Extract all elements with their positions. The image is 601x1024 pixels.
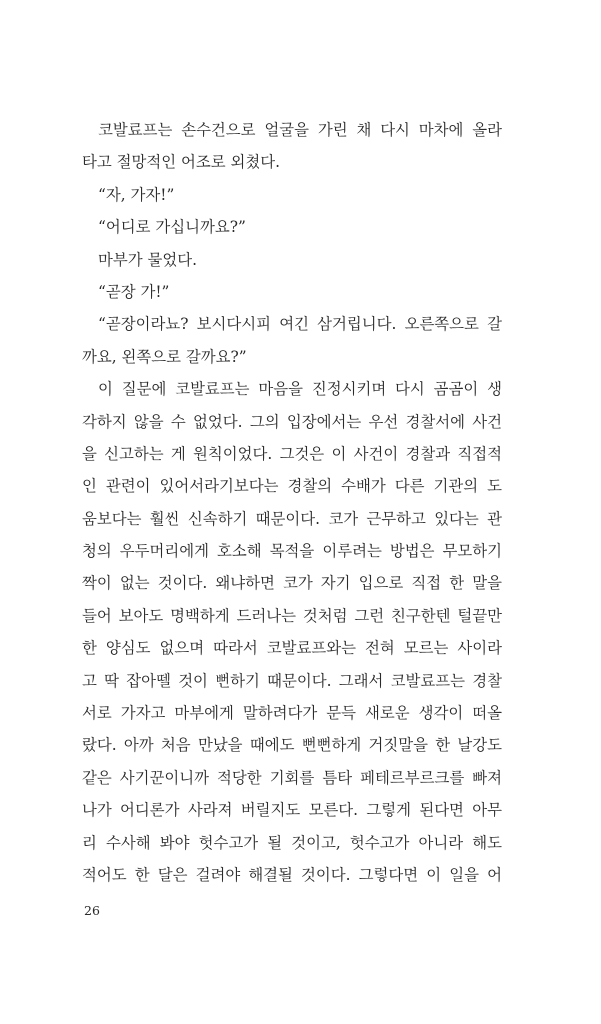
text-line: 코발료프는 손수건으로 얼굴을 가린 채 다시 마차에 올라 <box>98 121 502 139</box>
text-line: 리 수사해 봐야 헛수고가 될 것이고, 헛수고가 아니라 해도 <box>82 833 502 852</box>
dialogue-line: 까요, 왼쪽으로 갈까요?” <box>82 347 247 366</box>
text-line: 들어 보아도 명백하게 드러나는 것처럼 그런 친구한텐 털끝만 <box>82 606 502 625</box>
dialogue-line: “곧장이라뇨? 보시다시피 여긴 삼거립니다. 오른쪽으로 갈 <box>98 315 502 334</box>
text-line: 을 신고하는 게 원칙이었다. 그것은 이 사건이 경찰과 직접적 <box>82 444 502 463</box>
text-line: 한 양심도 없으며 따라서 코발료프와는 전혀 모르는 사이라 <box>82 639 502 658</box>
text-line: 타고 절망적인 어조로 외쳤다. <box>82 153 280 172</box>
text-line: 움보다는 훨씬 신속하기 때문이다. 코가 근무하고 있다는 관 <box>82 509 502 528</box>
text-line: 서로 가자고 마부에게 말하려다가 문득 새로운 생각이 떠올 <box>82 704 502 723</box>
text-line: 인 관련이 있어서라기보다는 경찰의 수배가 다른 기관의 도 <box>82 477 502 496</box>
dialogue-line: “어디로 가십니까요?” <box>98 218 246 237</box>
text-line: 고 딱 잡아뗄 것이 뻔하기 때문이다. 그래서 코발료프는 경찰 <box>82 671 502 690</box>
text-line: 각하지 않을 수 없었다. 그의 입장에서는 우선 경찰서에 사건 <box>82 412 502 431</box>
text-line: 랐다. 아까 처음 만났을 때에도 뻔뻔하게 거짓말을 한 날강도 <box>82 736 502 755</box>
dialogue-line: “곧장 가!” <box>98 282 170 301</box>
text-line: 짝이 없는 것이다. 왜냐하면 코가 자기 입으로 직접 한 말을 <box>82 574 502 593</box>
text-line: 나가 어디론가 사라져 버릴지도 모른다. 그렇게 된다면 아무 <box>82 801 502 820</box>
page-number: 26 <box>84 903 100 918</box>
text-line: 적어도 한 달은 걸려야 해결될 것이다. 그렇다면 이 일을 어 <box>82 865 502 884</box>
body-text <box>82 114 502 891</box>
text-line: 이 질문에 코발료프는 마음을 진정시키며 다시 곰곰이 생 <box>98 380 502 399</box>
text-line: 청의 우두머리에게 호소해 목적을 이루려는 방법은 무모하기 <box>82 542 502 561</box>
text-line: 마부가 물었다. <box>98 250 197 269</box>
text-line: 같은 사기꾼이니까 적당한 기회를 틈타 페테르부르크를 빠져 <box>82 768 502 787</box>
dialogue-line: “자, 가자!” <box>98 185 175 204</box>
